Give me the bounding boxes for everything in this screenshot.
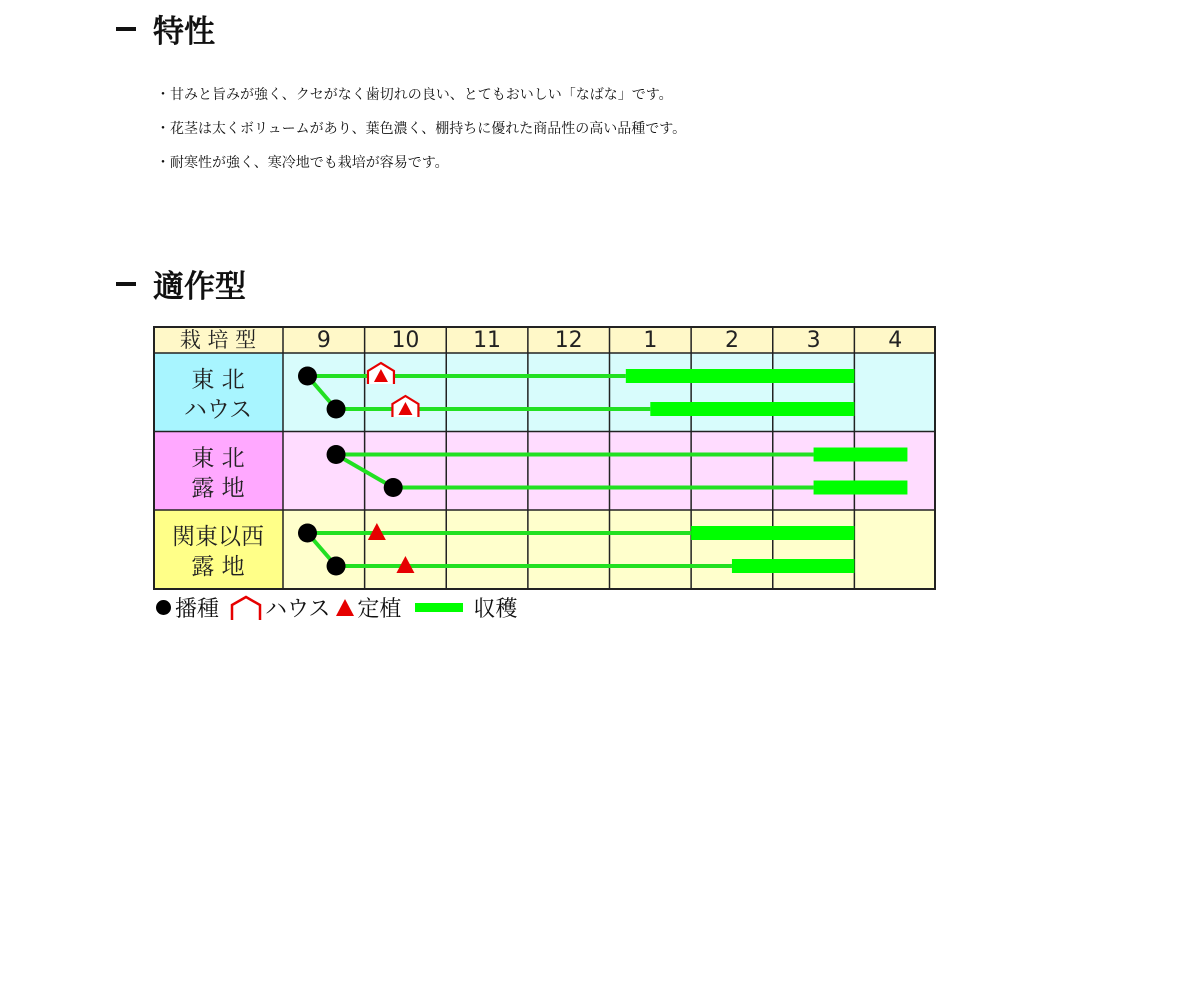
legend-house (225, 592, 330, 623)
sow-dot-icon (298, 524, 317, 543)
row-label-line2: 露 地 (191, 475, 245, 502)
month-label: 9 (316, 328, 331, 353)
sow-dot-icon (298, 367, 317, 386)
sow-dot-icon (327, 557, 346, 576)
cropping-calendar-chart (153, 326, 936, 590)
legend-label: ハウス (265, 597, 331, 622)
row-label-line1: 関東以西 (172, 524, 264, 550)
harvest-bar (732, 559, 854, 573)
bullet-2: ・花茎は太くボリュームがあり、葉色濃く、棚持ちに優れた商品性の高い品種です。 (156, 121, 687, 137)
harvest-bar (691, 526, 854, 540)
legend-sow (156, 592, 219, 623)
month-label: 11 (473, 328, 502, 353)
house-icon (229, 595, 263, 621)
harvest-bar (626, 369, 855, 383)
month-label: 4 (888, 328, 903, 353)
month-label: 1 (643, 328, 658, 353)
bullet-3: ・耐寒性が強く、寒冷地でも栽培が容易です。 (156, 155, 449, 171)
triangle-icon (336, 599, 354, 616)
heading-text: 適作型 (153, 269, 246, 305)
harvest-bar-icon (415, 603, 463, 612)
row-label-line1: 東 北 (191, 445, 245, 472)
month-label: 12 (554, 328, 583, 353)
month-label: 3 (806, 328, 821, 353)
section-heading-cropping-type (116, 261, 246, 306)
harvest-bar (814, 481, 908, 495)
heading-dash (116, 27, 136, 31)
month-label: 10 (391, 328, 420, 353)
row-label-line2: ハウス (183, 397, 253, 423)
legend-label: 定植 (357, 597, 402, 622)
legend-plant (336, 592, 401, 623)
circle-icon (156, 600, 171, 615)
heading-dash (116, 282, 136, 286)
month-label: 2 (724, 328, 739, 353)
legend-label: 播種 (175, 597, 220, 622)
chart-legend (156, 592, 523, 623)
row-label-line2: 露 地 (191, 554, 245, 580)
bullet-1: ・甘みと旨みが強く、クセがなく歯切れの良い、とてもおいしい「なばな」です。 (156, 87, 673, 103)
section-heading-characteristics (116, 6, 215, 51)
characteristics-list (156, 78, 686, 180)
harvest-bar (650, 402, 854, 416)
sow-dot-icon (327, 400, 346, 419)
legend-harvest (407, 592, 517, 623)
harvest-bar (814, 448, 908, 462)
sow-dot-icon (327, 445, 346, 464)
header-label: 栽 培 型 (179, 328, 257, 352)
heading-text: 特性 (153, 14, 215, 50)
row-label-line1: 東 北 (191, 367, 245, 393)
sow-dot-icon (384, 478, 403, 497)
legend-label: 収穫 (473, 597, 518, 622)
